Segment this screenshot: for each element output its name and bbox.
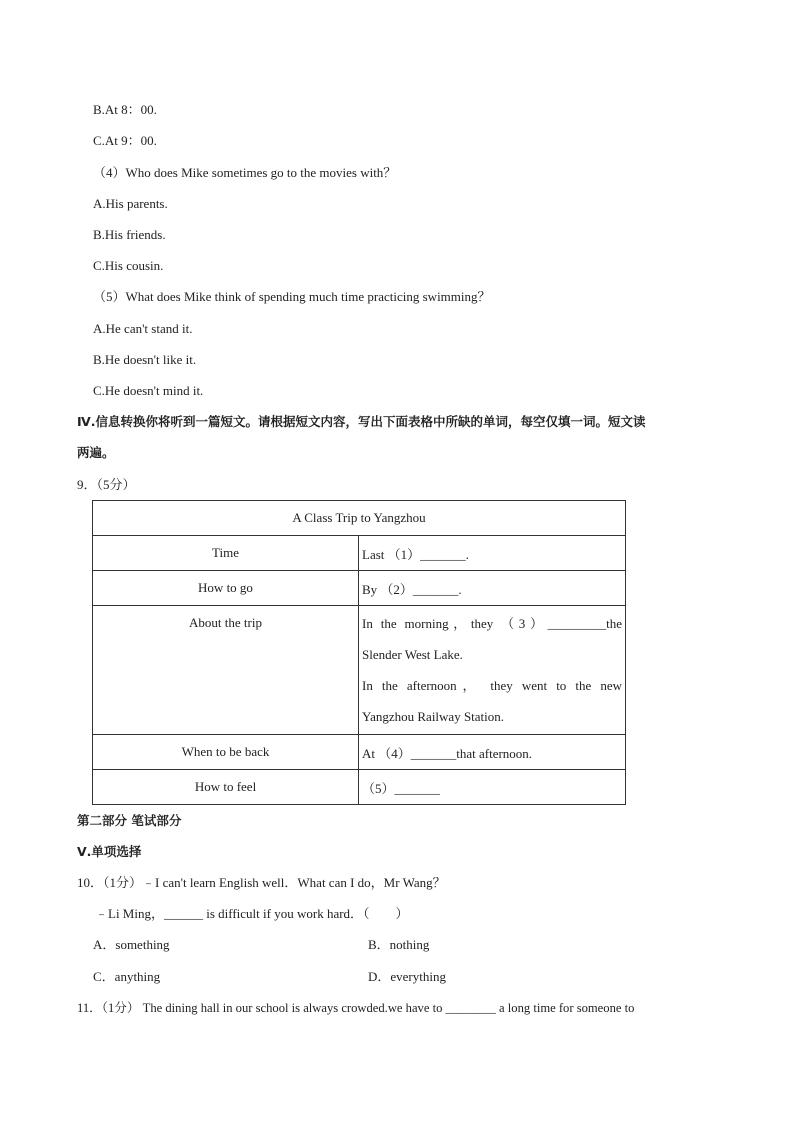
option-c-q3: C.At 9：00. [93,133,157,148]
section4-instruction-line1: Ⅳ.信息转换你将听到一篇短文。请根据短文内容，写出下面表格中所缺的单词，每空仅填一词。短文读 [77,414,646,429]
about-trip-line-2: Slender West Lake. [362,647,463,662]
option-c-q10: C．anything [93,969,161,984]
option-a-q10: A．something [93,937,170,952]
question-9-label: 9．（5分） [77,477,136,492]
question-11-line1: 11．（1分） The dining hall in our school is always crowded.we have to ________ a long time for someone to [77,1001,635,1015]
option-c-q4: C.His cousin. [93,258,164,273]
option-b-q10: B．nothing [368,937,430,952]
option-d-q10: D．everything [368,969,446,984]
part2-heading: 第二部分 笔试部分 [77,813,182,828]
row-value-about-trip [359,606,626,735]
question-5: （5）What does Mike think of spending much time practicing swimming？ [93,289,491,304]
row-value-how-to-go: By （2）_______. [359,571,626,606]
question-10-line2: ﹣Li Ming，______ is difficult if you work hard．（ ） [95,906,409,921]
question-10-line1: 10．（1分）﹣I can't learn English well．What can I do，Mr Wang？ [77,875,446,890]
row-value-how-to-feel: （5）_______ [359,770,626,805]
row-label-time: Time [93,536,359,571]
row-label-how-to-go: How to go [93,571,359,606]
about-trip-line-4: Yangzhou Railway Station. [362,709,505,724]
option-c-q5: C.He doesn't mind it. [93,383,204,398]
option-b-q4: B.His friends. [93,227,166,242]
row-label-how-to-feel: How to feel [93,770,359,805]
section4-instruction-line2: 两遍。 [77,445,115,460]
row-value-when-back: At （4）_______that afternoon. [359,735,626,770]
option-b-q3: B.At 8：00. [93,102,157,117]
about-trip-line-3: In the afternoon， they went to the new [362,678,622,693]
row-label-when-back: When to be back [93,735,359,770]
about-trip-line-1: In the morning，they （3）_________the [362,616,622,631]
row-label-about-trip: About the trip [93,606,359,735]
section5-heading: Ⅴ.单项选择 [77,844,142,859]
row-value-time: Last （1）_______. [359,536,626,571]
option-a-q4: A.His parents. [93,196,168,211]
option-a-q5: A.He can't stand it. [93,321,193,336]
option-b-q5: B.He doesn't like it. [93,352,197,367]
trip-table [92,500,626,805]
question-4: （4）Who does Mike sometimes go to the movies with？ [93,165,397,180]
table-title: A Class Trip to Yangzhou [93,501,626,536]
